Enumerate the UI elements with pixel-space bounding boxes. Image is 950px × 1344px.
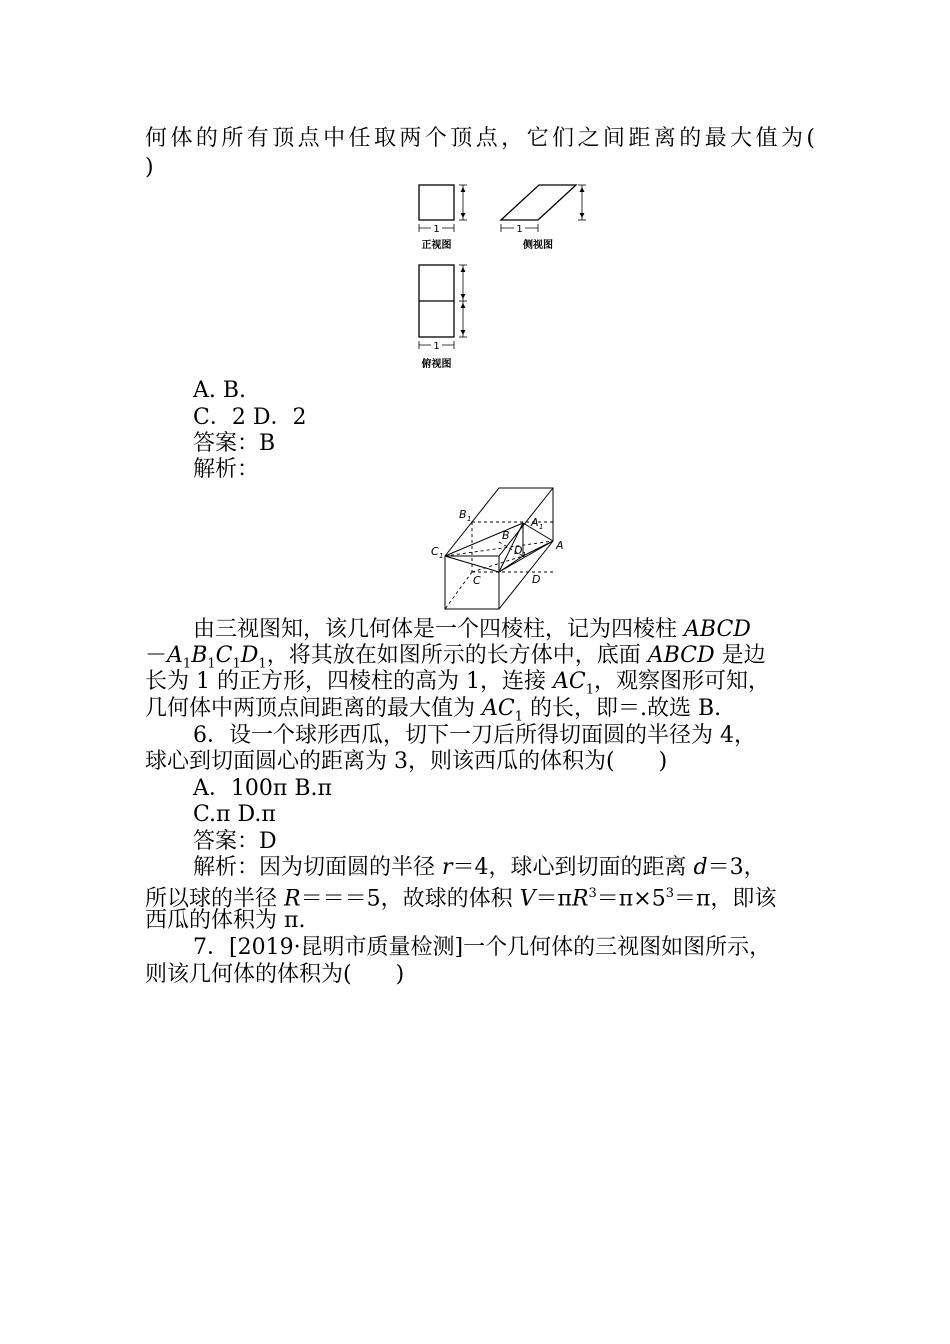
top-dim-label: 1 xyxy=(433,341,440,352)
side-dim-label: 1 xyxy=(516,224,523,235)
q5-explain-line1: 由三视图知，该几何体是一个四棱柱，记为四棱柱 ABCD xyxy=(193,617,751,642)
prism-in-box-figure xyxy=(428,485,578,613)
q5-stem-line2: ) xyxy=(145,155,154,180)
q6-analysis-line1: 解析：因为切面圆的半径 r＝4，球心到切面的距离 d＝3， xyxy=(193,855,766,880)
q6-options-cd: C.π D.π xyxy=(193,802,276,827)
label-A1: A xyxy=(531,516,539,529)
svg-text:1: 1 xyxy=(539,523,544,531)
three-view-figure xyxy=(400,178,600,374)
q5-analysis-label: 解析： xyxy=(193,457,260,482)
side-view-label: 侧视图 xyxy=(523,240,553,251)
front-view-label: 正视图 xyxy=(421,240,452,251)
label-D1: D xyxy=(514,544,523,557)
q5-stem-line1: 何体的所有顶点中任取两个顶点，它们之间距离的最大值为( xyxy=(145,126,815,151)
front-view-square xyxy=(419,185,454,220)
label-D: D xyxy=(532,573,541,586)
q5-answer: 答案：B xyxy=(193,431,276,456)
q5-explain-line4: 几何体中两顶点间距离的最大值为 $AC_1$ 的长，即＝.故选 B. xyxy=(145,696,722,725)
q6-analysis-line3: 西瓜的体积为 π. xyxy=(145,908,306,933)
q7-stem-line1: 7．[2019·昆明市质量检测]一个几何体的三视图如图所示， xyxy=(193,935,772,960)
label-B1: B xyxy=(459,508,467,521)
label-C1: C xyxy=(431,545,439,558)
label-B: B xyxy=(502,529,510,542)
top-view-label: 俯视图 xyxy=(421,359,452,370)
q6-analysis-line2: 所以球的半径 R＝＝＝5，故球的体积 $V=\pi R^3=\pi\times 5^3=\pi$，即该 xyxy=(145,886,777,912)
q6-stem-line2: 球心到切面圆心的距离为 3，则该西瓜的体积为( ) xyxy=(145,749,668,774)
q6-options-ab: A．100π B.π xyxy=(193,776,332,801)
q7-stem-line2: 则该几何体的体积为( ) xyxy=(145,962,405,987)
q5-options-ab: A. B. xyxy=(193,378,247,403)
q5-explain-line3: 长为 1 的正方形，四棱柱的高为 1，连接 $AC_1$，观察图形可知， xyxy=(145,669,770,698)
label-A: A xyxy=(556,539,564,552)
q6-answer: 答案：D xyxy=(193,829,277,854)
side-view-parallelogram xyxy=(501,185,576,220)
q5-options-cd: C．2 D．2 xyxy=(193,405,307,430)
q5-explain-line2: $-A_1B_1C_1D_1$，将其放在如图所示的长方体中，底面 ABCD 是边 xyxy=(145,643,766,672)
label-C: C xyxy=(473,574,481,587)
front-dim-label: 1 xyxy=(433,224,440,235)
svg-text:1: 1 xyxy=(467,515,472,523)
svg-text:1: 1 xyxy=(522,551,527,559)
svg-text:1: 1 xyxy=(439,552,444,560)
q6-stem-line1: 6．设一个球形西瓜，切下一刀后所得切面圆的半径为 4， xyxy=(193,723,756,748)
